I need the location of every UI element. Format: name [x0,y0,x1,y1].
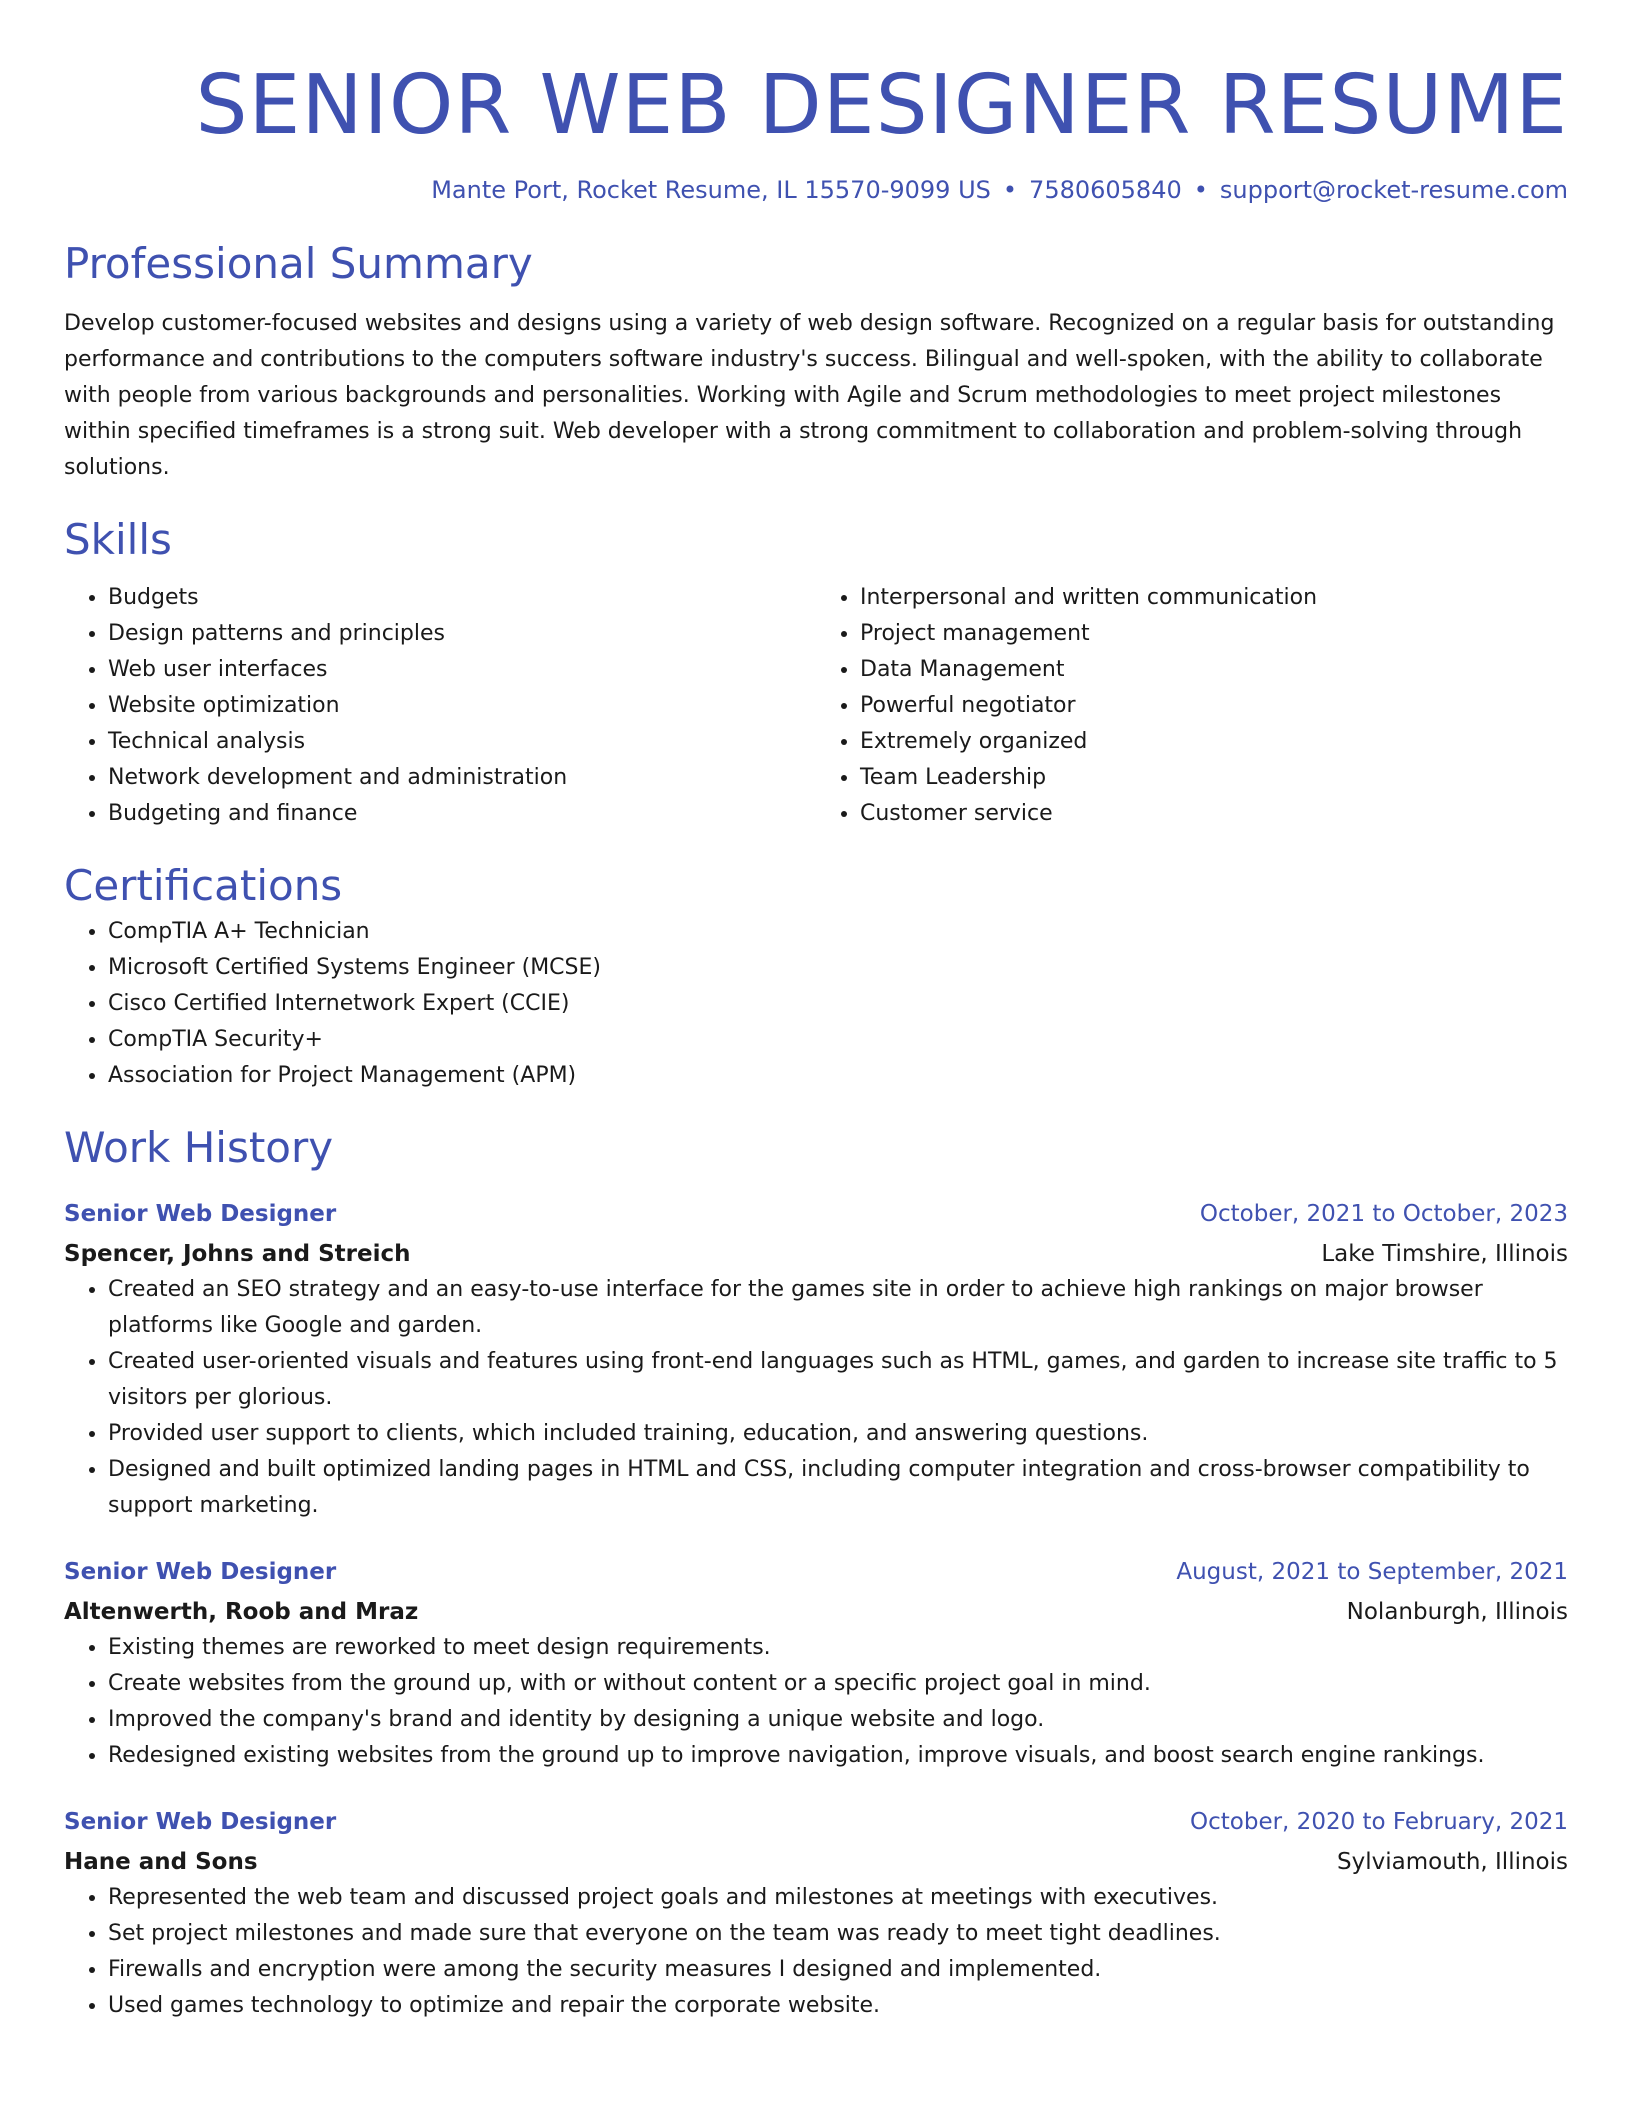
job-role: Senior Web Designer [64,1201,337,1227]
skill-item: • Interpersonal and written communication [860,580,1568,616]
job-bullet-list [64,1630,1568,1774]
skill-item: • Design patterns and principles [108,616,816,652]
job-entry [64,1804,1568,2024]
job-bullet: • Provided user support to clients, which included training, education, and answering questions. [108,1416,1568,1452]
job-role: Senior Web Designer [64,1809,337,1835]
job-entry [64,1554,1568,1774]
job-bullet: • Created user-oriented visuals and features using front-end languages such as HTML, games, and garden to increase site traffic to 5 visitors per glorious. [108,1344,1568,1416]
summary-text: Develop customer-focused websites and designs using a variety of web design software. Recognized on a regular basis for outstanding performance and contributions to the computers software industry's success. Bilingual and well-spoken, with the ability to collaborate with people from various backgrounds and personalities. Working with Agile and Scrum methodologies to meet project milestones within specified timeframes is a strong suit. Web developer with a strong commitment to collaboration and problem-solving through solutions. [64,311,1555,480]
skills-columns [64,580,1568,832]
certification-item: • CompTIA A+ Technician [108,914,1568,950]
certification-item: • Association for Project Management (APM) [108,1058,1568,1094]
job-header-row [64,1554,1568,1590]
skill-item: • Project management [860,616,1568,652]
job-bullet: • Represented the web team and discussed project goals and milestones at meetings with executives. [108,1880,1568,1916]
certifications-section [64,858,1568,1094]
summary-section [64,236,1568,486]
job-bullet-list [64,1880,1568,2024]
job-bullet: • Used games technology to optimize and repair the corporate website. [108,1988,1568,2024]
certifications-heading: Certifications [64,861,343,910]
job-company: Altenwerth, Roob and Mraz [64,1599,419,1625]
skill-item: • Website optimization [108,688,816,724]
job-role: Senior Web Designer [64,1559,337,1585]
job-bullet: • Create websites from the ground up, with or without content or a specific project goal in mind. [108,1666,1568,1702]
skills-heading: Skills [64,515,172,564]
resume-header [64,56,1568,206]
job-dates: October, 2021 to October, 2023 [1199,1201,1568,1227]
job-bullet: • Firewalls and encryption were among the security measures I designed and implemented. [108,1952,1568,1988]
job-dates: August, 2021 to September, 2021 [1176,1559,1568,1585]
skill-item: • Powerful negotiator [860,688,1568,724]
job-location: Lake Timshire, Illinois [1321,1241,1568,1267]
skill-item: • Budgeting and finance [108,796,816,832]
skill-item: • Team Leadership [860,760,1568,796]
skill-item: • Extremely organized [860,724,1568,760]
certifications-list [64,914,1568,1094]
job-bullet: • Created an SEO strategy and an easy-to-use interface for the games site in order to achieve high rankings on major browser platforms like Google and garden. [108,1272,1568,1344]
contact-line [64,174,1568,206]
skill-item: • Network development and administration [108,760,816,796]
job-subheader-row [64,1840,1568,1880]
job-subheader-row [64,1590,1568,1630]
summary-heading: Professional Summary [64,239,533,288]
skill-item: • Web user interfaces [108,652,816,688]
job-subheader-row [64,1232,1568,1272]
certification-item: • Microsoft Certified Systems Engineer (MCSE) [108,950,1568,986]
job-bullet: • Existing themes are reworked to meet design requirements. [108,1630,1568,1666]
certification-item: • Cisco Certified Internetwork Expert (CCIE) [108,986,1568,1022]
contact-phone: 7580605840 [1029,176,1182,204]
work-history-section [64,1120,1568,2024]
skills-list-right [816,580,1568,832]
job-bullet: • Designed and built optimized landing pages in HTML and CSS, including computer integration and cross-browser compatibility to support marketing. [108,1452,1568,1524]
job-header-row [64,1804,1568,1840]
skills-section [64,512,1568,832]
skill-item: • Data Management [860,652,1568,688]
skill-item: • Technical analysis [108,724,816,760]
contact-separator: • [1002,176,1018,204]
job-entry [64,1196,1568,1524]
skills-list-left [64,580,816,832]
skills-column-right [816,580,1568,832]
job-location: Sylviamouth, Illinois [1337,1849,1568,1875]
certification-item: • CompTIA Security+ [108,1022,1568,1058]
skills-column-left [64,580,816,832]
job-bullet: • Set project milestones and made sure that everyone on the team was ready to meet tight deadlines. [108,1916,1568,1952]
skill-item: • Customer service [860,796,1568,832]
contact-separator: • [1193,176,1208,204]
job-company: Spencer, Johns and Streich [64,1241,411,1267]
job-bullet: • Redesigned existing websites from the ground up to improve navigation, improve visuals, and boost search engine rankings. [108,1738,1568,1774]
page-title: SENIOR WEB DESIGNER RESUME [195,58,1568,153]
job-dates: October, 2020 to February, 2021 [1190,1809,1568,1835]
job-location: Nolanburgh, Illinois [1346,1599,1568,1625]
contact-email: support@rocket-resume.com [1219,176,1568,204]
skill-item: • Budgets [108,580,816,616]
work-history-heading: Work History [64,1123,334,1172]
contact-address: Mante Port, Rocket Resume, IL 15570-9099 US [431,176,991,204]
job-bullet-list [64,1272,1568,1524]
job-bullet: • Improved the company's brand and identity by designing a unique website and logo. [108,1702,1568,1738]
job-company: Hane and Sons [64,1849,258,1875]
job-header-row [64,1196,1568,1232]
